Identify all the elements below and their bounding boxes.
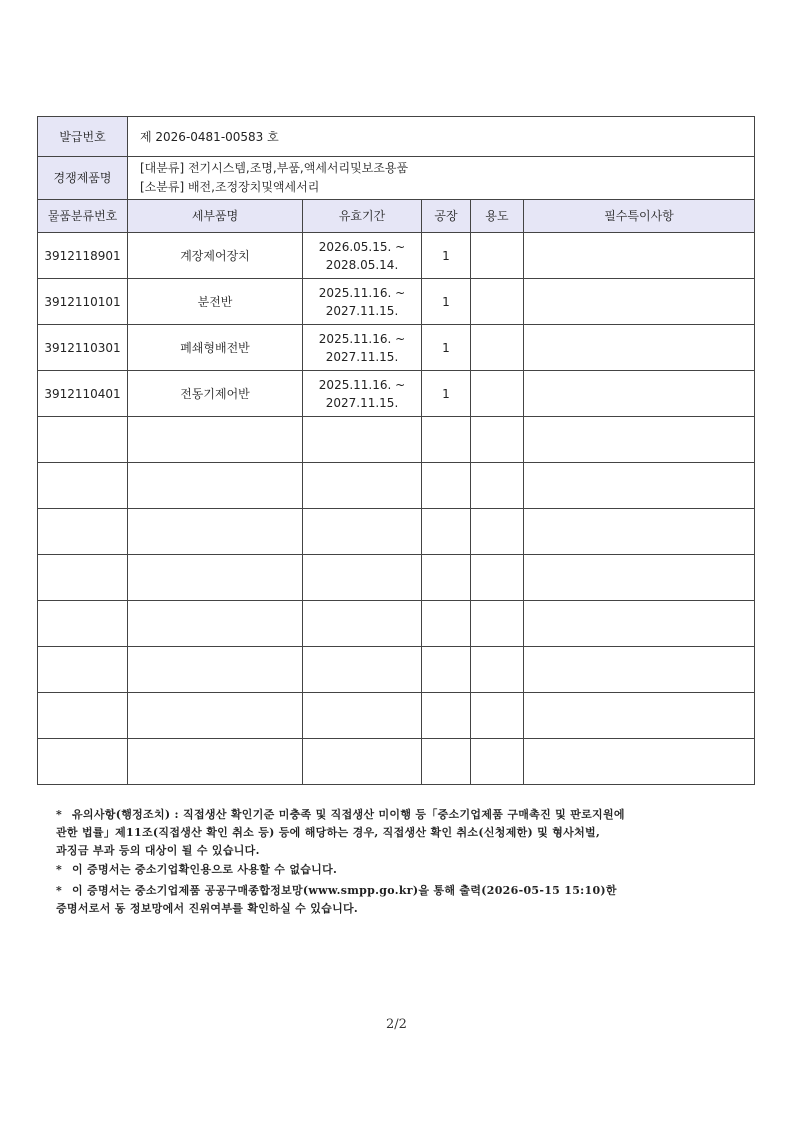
certificate-table: [37, 116, 755, 785]
notice-line: 증명서로서 동 정보망에서 진위여부를 확인하실 수 있습니다.: [56, 902, 359, 915]
competing-product-row: [38, 157, 755, 200]
minor-category: [소분류] 배전,조정장치및액세서리: [140, 180, 320, 194]
empty-table-row: [38, 647, 755, 693]
period-end: 2027.11.15.: [325, 303, 399, 318]
empty-cell: [524, 693, 755, 739]
empty-cell: [303, 601, 422, 647]
empty-table-row: [38, 555, 755, 601]
table-row: [38, 279, 755, 325]
empty-cell: [524, 555, 755, 601]
empty-cell: [422, 647, 471, 693]
empty-cell: [303, 693, 422, 739]
validity-period: [303, 279, 422, 325]
notice-item: [56, 861, 756, 879]
empty-cell: [524, 509, 755, 555]
validity-period: [303, 325, 422, 371]
empty-cell: [471, 555, 524, 601]
item-code: 3912110101: [38, 279, 128, 325]
usage: [471, 325, 524, 371]
usage: [471, 279, 524, 325]
period-start: 2026.05.15. ~: [318, 239, 406, 254]
item-code: 3912118901: [38, 233, 128, 279]
header-notes: 필수특이사항: [524, 200, 755, 233]
empty-cell: [38, 417, 128, 463]
empty-cell: [422, 417, 471, 463]
empty-table-row: [38, 739, 755, 785]
table-row: [38, 233, 755, 279]
header-factory: 공장: [422, 200, 471, 233]
empty-cell: [422, 601, 471, 647]
empty-cell: [128, 463, 303, 509]
header-row: [38, 200, 755, 233]
empty-cell: [303, 739, 422, 785]
required-notes: [524, 325, 755, 371]
empty-cell: [422, 463, 471, 509]
issue-number-value: 제 2026-0481-00583 호: [128, 117, 755, 157]
empty-cell: [303, 555, 422, 601]
asterisk-mark: *: [56, 884, 63, 897]
factory-count: 1: [422, 371, 471, 417]
empty-cell: [471, 601, 524, 647]
issue-number-label: 발급번호: [38, 117, 128, 157]
empty-cell: [128, 555, 303, 601]
usage: [471, 233, 524, 279]
empty-cell: [471, 509, 524, 555]
empty-cell: [524, 739, 755, 785]
notice-section: [56, 806, 756, 918]
item-name: 계장제어장치: [128, 233, 303, 279]
competing-product-label: 경쟁제품명: [38, 157, 128, 200]
empty-cell: [471, 647, 524, 693]
empty-cell: [422, 739, 471, 785]
empty-cell: [471, 739, 524, 785]
notice-line: 과징금 부과 등의 대상이 될 수 있습니다.: [56, 844, 260, 857]
empty-table-row: [38, 509, 755, 555]
empty-table-row: [38, 601, 755, 647]
factory-count: 1: [422, 325, 471, 371]
empty-cell: [128, 601, 303, 647]
empty-cell: [38, 509, 128, 555]
validity-period: [303, 371, 422, 417]
required-notes: [524, 279, 755, 325]
competing-product-value: [128, 157, 755, 200]
notice-item: [56, 882, 756, 918]
empty-cell: [38, 739, 128, 785]
empty-cell: [422, 509, 471, 555]
asterisk-mark: *: [56, 808, 63, 821]
period-end: 2027.11.15.: [325, 349, 399, 364]
period-end: 2027.11.15.: [325, 395, 399, 410]
empty-table-row: [38, 693, 755, 739]
empty-cell: [128, 693, 303, 739]
item-name: 전동기제어반: [128, 371, 303, 417]
empty-cell: [128, 647, 303, 693]
header-period: 유효기간: [303, 200, 422, 233]
header-code: 물품분류번호: [38, 200, 128, 233]
major-category: [대분류] 전기시스템,조명,부품,액세서리및보조용품: [140, 161, 409, 175]
empty-cell: [524, 417, 755, 463]
table-row: [38, 325, 755, 371]
asterisk-mark: *: [56, 863, 63, 876]
empty-cell: [128, 739, 303, 785]
empty-cell: [38, 555, 128, 601]
notice-line: 이 증명서는 중소기업확인용으로 사용할 수 없습니다.: [72, 863, 338, 876]
item-name: 폐쇄형배전반: [128, 325, 303, 371]
empty-cell: [471, 417, 524, 463]
notice-line: 이 증명서는 중소기업제품 공공구매종합정보망(www.smpp.go.kr)을 통해 출력(2026-05-15 15:10)한: [72, 884, 617, 897]
header-name: 세부품명: [128, 200, 303, 233]
item-code: 3912110401: [38, 371, 128, 417]
notice-line: 유의사항(행정조치) : 직접생산 확인기준 미충족 및 직접생산 미이행 등「중소기업제품 구매촉진 및 판로지원에: [72, 808, 625, 821]
empty-cell: [303, 417, 422, 463]
empty-cell: [471, 463, 524, 509]
empty-cell: [422, 555, 471, 601]
period-end: 2028.05.14.: [325, 257, 399, 272]
factory-count: 1: [422, 233, 471, 279]
empty-cell: [38, 463, 128, 509]
required-notes: [524, 371, 755, 417]
empty-table-row: [38, 417, 755, 463]
empty-cell: [422, 693, 471, 739]
usage: [471, 371, 524, 417]
page-number: 2/2: [386, 1017, 407, 1032]
validity-period: [303, 233, 422, 279]
factory-count: 1: [422, 279, 471, 325]
empty-cell: [128, 509, 303, 555]
empty-cell: [303, 463, 422, 509]
empty-cell: [524, 463, 755, 509]
item-code: 3912110301: [38, 325, 128, 371]
empty-cell: [303, 509, 422, 555]
empty-cell: [524, 647, 755, 693]
notice-item: [56, 806, 756, 860]
empty-cell: [303, 647, 422, 693]
required-notes: [524, 233, 755, 279]
empty-cell: [128, 417, 303, 463]
table-row: [38, 371, 755, 417]
empty-cell: [524, 601, 755, 647]
item-name: 분전반: [128, 279, 303, 325]
empty-table-row: [38, 463, 755, 509]
issue-number-row: [38, 117, 755, 157]
empty-cell: [471, 693, 524, 739]
empty-cell: [38, 647, 128, 693]
notice-line: 관한 법률」제11조(직접생산 확인 취소 등) 등에 해당하는 경우, 직접생산 확인 취소(신청제한) 및 형사처벌,: [56, 826, 601, 839]
empty-cell: [38, 693, 128, 739]
period-start: 2025.11.16. ~: [318, 331, 406, 346]
period-start: 2025.11.16. ~: [318, 285, 406, 300]
empty-cell: [38, 601, 128, 647]
header-use: 용도: [471, 200, 524, 233]
period-start: 2025.11.16. ~: [318, 377, 406, 392]
